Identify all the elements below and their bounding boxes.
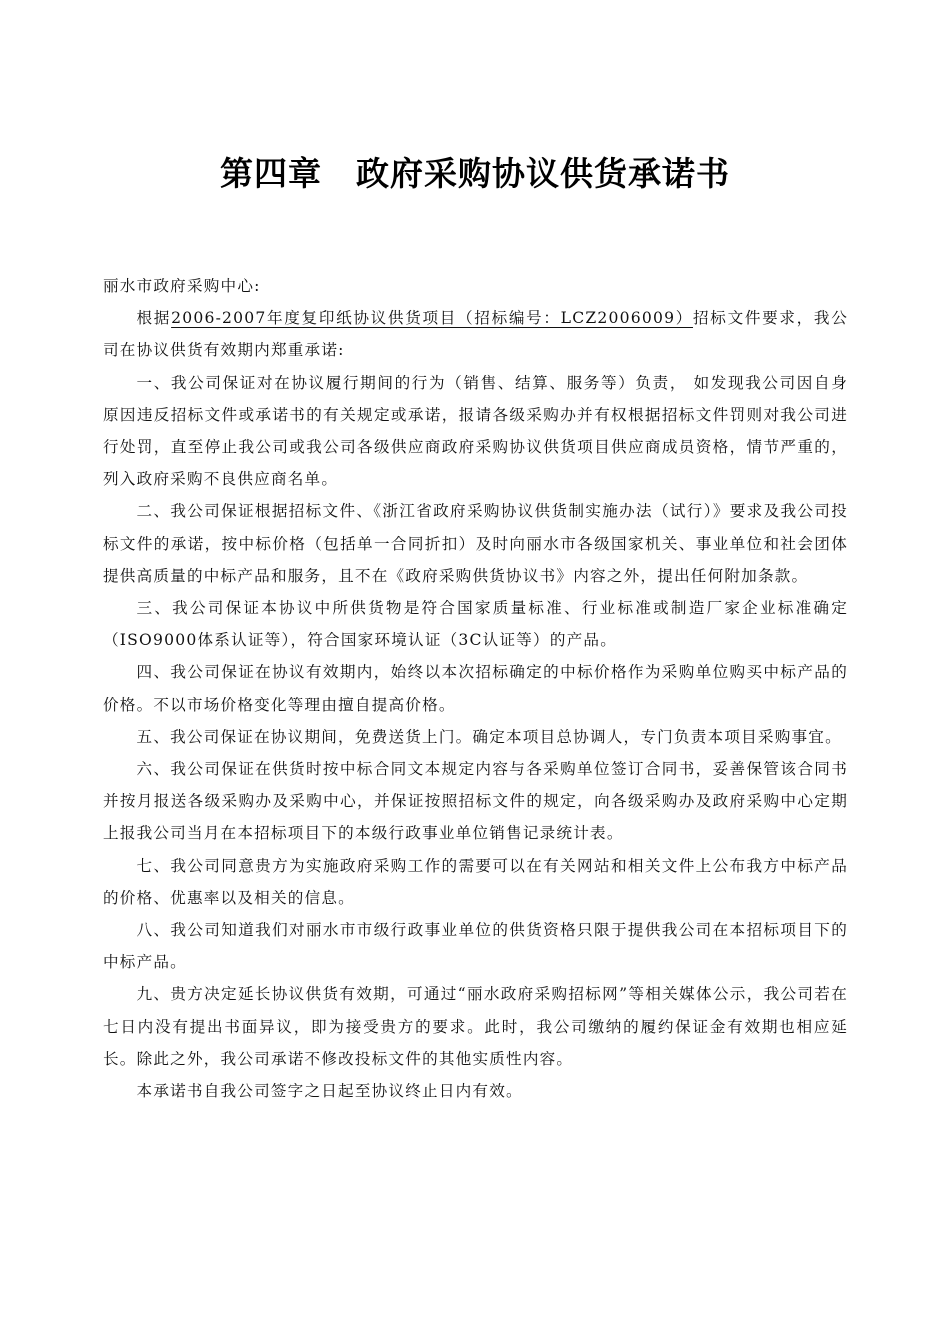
- paragraph-7: 七、我公司同意贵方为实施政府采购工作的需要可以在有关网站和相关文件上公布我方中标产品的价格、优惠率以及相关的信息。: [103, 856, 848, 907]
- intro-before: 根据: [136, 309, 172, 328]
- paragraph-8: 八、我公司知道我们对丽水市市级行政事业单位的供货资格只限于提供我公司在本招标项目下的中标产品。: [103, 921, 848, 972]
- salutation: 丽水市政府采购中心:: [103, 277, 261, 295]
- closing-paragraph: 本承诺书自我公司签字之日起至协议终止日内有效。: [136, 1082, 523, 1101]
- paragraph-2: 二、我公司保证根据招标文件、《浙江省政府采购协议供货制实施办法（试行）》要求及我公司投标文件的承诺，按中标价格（包括单一合同折扣）及时向丽水市各级国家机关、事业单位和社会团体提供高质量的中标产品和服务，且不在《政府采购供货协议书》内容之外，提出任何附加条款。: [103, 502, 848, 585]
- paragraph-1: 一、我公司保证对在协议履行期间的行为（销售、结算、服务等）负责， 如发现我公司因自身原因违反招标文件或承诺书的有关规定或承诺，报请各级采购办并有权根据招标文件罚则对我公司进行处罚，直至停止我公司或我公司各级供应商政府采购协议供货项目供应商成员资格，情节严重的，列入政府采购不良供应商名单。: [103, 373, 848, 489]
- paragraph-6: 六、我公司保证在供货时按中标合同文本规定内容与各采购单位签订合同书，妥善保管该合同书并按月报送各级采购办及采购中心，并保证按照招标文件的规定，向各级采购办及政府采购中心定期上报我公司当月在本招标项目下的本级行政事业单位销售记录统计表。: [103, 760, 848, 843]
- document-title: 第四章 政府采购协议供货承诺书: [220, 154, 730, 193]
- paragraph-9: 九、贵方决定延长协议供货有效期，可通过“丽水政府采购招标网”等相关媒体公示，我公司若在七日内没有提出书面异议，即为接受贵方的要求。此时，我公司缴纳的履约保证金有效期也相应延长。除此之外，我公司承诺不修改投标文件的其他实质性内容。: [103, 985, 848, 1068]
- paragraph-5: 五、我公司保证在协议期间，免费送货上门。确定本项目总协调人，专门负责本项目采购事宜。: [136, 727, 842, 746]
- intro-paragraph: [103, 302, 848, 366]
- paragraph-3: 三、我公司保证本协议中所供货物是符合国家质量标准、行业标准或制造厂家企业标准确定（ISO9000体系认证等），符合国家环境认证（3C认证等）的产品。: [103, 599, 848, 650]
- project-reference: 2006-2007年度复印纸协议供货项目（招标编号：LCZ2006009）: [171, 309, 694, 328]
- intro-after: 招标文件要求，我公司在协议供货有效期内郑重承诺:: [103, 309, 849, 360]
- document-body: [103, 270, 848, 1107]
- paragraph-4: 四、我公司保证在协议有效期内，始终以本次招标确定的中标价格作为采购单位购买中标产品的价格。不以市场价格变化等理由擅自提高价格。: [103, 663, 848, 714]
